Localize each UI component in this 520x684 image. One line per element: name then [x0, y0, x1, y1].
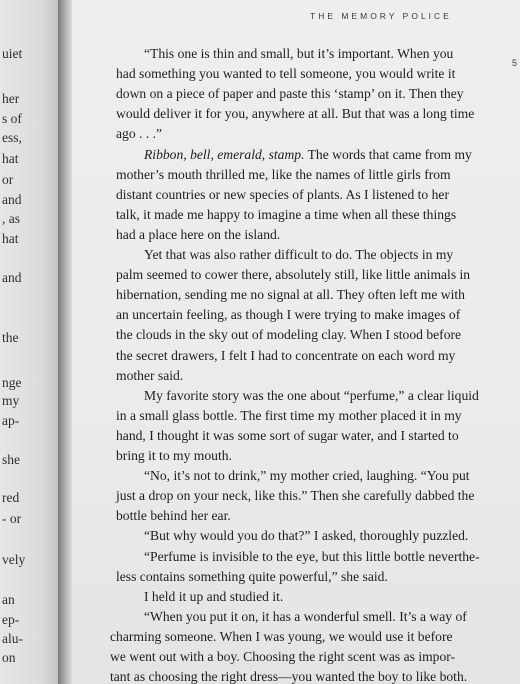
line-text: had a place here on the island.: [116, 226, 281, 242]
text-line: [144, 528, 468, 544]
line-text: Yet that was also rather difficult to do. The objects in my: [144, 247, 454, 262]
text-line: [116, 86, 464, 102]
text-line: [144, 147, 472, 163]
line-text: the secret drawers, I felt I had to concentrate on each word my: [116, 347, 456, 363]
line-text: mother’s mouth thrilled me, like the names of little girls from: [116, 166, 451, 182]
line-text: I held it up and studied it.: [144, 588, 284, 604]
text-line: [144, 549, 480, 565]
running-head: THE MEMORY POLICE: [310, 11, 452, 21]
text-line: [144, 388, 479, 404]
line-text: “When you put it on, it has a wonderful smell. It’s a way of: [144, 608, 467, 624]
left-page-fragment: hat: [2, 151, 19, 166]
text-line: [116, 167, 451, 183]
line-text: “But why would you do that?” I asked, thoroughly puzzled.: [144, 528, 469, 544]
right-page: [72, 0, 520, 684]
text-line: [116, 227, 280, 243]
text-line: [144, 46, 453, 62]
text-line: [110, 669, 467, 684]
left-page-fragment: and: [2, 192, 22, 207]
line-text: charming someone. When I was young, we would use it before: [110, 628, 453, 644]
left-page-fragment: an: [2, 592, 15, 607]
line-text: the clouds in the sky out of modeling clay. When I stood before: [116, 327, 462, 343]
left-page-fragment: my: [2, 393, 20, 408]
page-number: 5: [512, 58, 518, 68]
left-page-fragment: - or: [2, 511, 22, 526]
text-line: [144, 589, 283, 605]
line-text: would deliver it for you, anywhere at all. But that was a long time: [116, 106, 475, 122]
left-page-fragment: nge: [2, 375, 22, 390]
text-line: [144, 247, 453, 263]
text-line: [116, 187, 449, 203]
text-line: [116, 428, 459, 444]
left-page-fragment: and: [2, 270, 22, 285]
italic-phrase: Ribbon, bell, emerald, stamp.: [144, 146, 305, 162]
text-line: [116, 66, 455, 82]
text-line: [110, 629, 453, 645]
book-gutter: [58, 0, 72, 684]
line-text: My favorite story was the one about “perfume,” a clear liquid: [144, 387, 479, 403]
left-page-fragment: ess,: [2, 130, 22, 145]
left-page-fragment: , as: [2, 211, 20, 226]
left-page-fragment: vely: [2, 552, 26, 567]
line-text: tant as choosing the right dress—you wanted the boy to like both.: [110, 669, 468, 684]
left-page: [0, 0, 58, 684]
text-line: [116, 126, 162, 142]
line-text: “No, it’s not to drink,” my mother cried, laughing. “You put: [144, 468, 470, 484]
text-line: [116, 106, 474, 122]
text-line: [116, 508, 231, 524]
line-text: we went out with a boy. Choosing the right scent was as impor-: [110, 649, 456, 664]
left-page-fragment: red: [2, 490, 20, 505]
left-page-fragment: alu-: [2, 631, 23, 646]
line-text: mother said.: [116, 367, 184, 383]
text-line: [110, 649, 455, 665]
left-page-fragment: on: [2, 650, 16, 665]
line-text: distant countries or new species of plants. As I listened to her: [116, 186, 449, 202]
text-line: [116, 287, 465, 303]
line-text: palm seemed to cower there, absolutely still, like little animals in: [116, 267, 471, 283]
line-text: bring it to my mouth.: [116, 448, 232, 463]
text-line: [116, 348, 455, 364]
line-text: bottle behind her ear.: [116, 508, 231, 524]
line-text: less contains something quite powerful,” she said.: [116, 568, 388, 584]
line-text: in a small glass bottle. The first time my mother placed it in my: [116, 407, 462, 423]
left-page-fragment: the: [2, 330, 19, 345]
text-line: [116, 569, 388, 585]
left-page-fragment: s of: [2, 111, 22, 126]
text-line: [144, 609, 467, 625]
line-text: an uncertain feeling, as though I were trying to make images of: [116, 307, 461, 323]
left-page-fragment: uiet: [2, 46, 23, 61]
line-text: down on a piece of paper and paste this ‘stamp’ on it. Then they: [116, 86, 464, 102]
line-text: hand, I thought it was some sort of sugar water, and I started to: [116, 427, 459, 443]
text-line: [116, 488, 474, 504]
left-page-fragment: ap-: [2, 413, 20, 428]
text-line: [116, 207, 456, 223]
text-line: [116, 307, 460, 323]
text-line: [116, 448, 232, 464]
left-page-fragment: ep-: [2, 612, 20, 627]
line-text: “This one is thin and small, but it’s important. When you: [144, 46, 454, 61]
text-line: [144, 468, 470, 484]
text-line: [116, 327, 461, 343]
text-line: [116, 267, 470, 283]
line-text: “Perfume is invisible to the eye, but this little bottle neverthe-: [144, 548, 480, 564]
left-page-fragment: or: [2, 172, 14, 187]
text-line: [116, 408, 462, 424]
line-text: The words that came from my: [304, 146, 472, 162]
left-page-fragment: she: [2, 452, 20, 467]
line-text: talk, it made me happy to imagine a time when all these things: [116, 206, 457, 222]
line-text: just a drop on your neck, like this.” Then she carefully dabbed the: [116, 488, 475, 504]
left-page-fragment: hat: [2, 231, 19, 246]
line-text: had something you wanted to tell someone, you would write it: [116, 66, 456, 82]
text-line: [116, 368, 183, 384]
line-text: hibernation, sending me no signal at all. They often left me with: [116, 287, 465, 303]
line-text: ago . . .”: [116, 126, 163, 142]
left-page-fragment: her: [2, 91, 20, 106]
